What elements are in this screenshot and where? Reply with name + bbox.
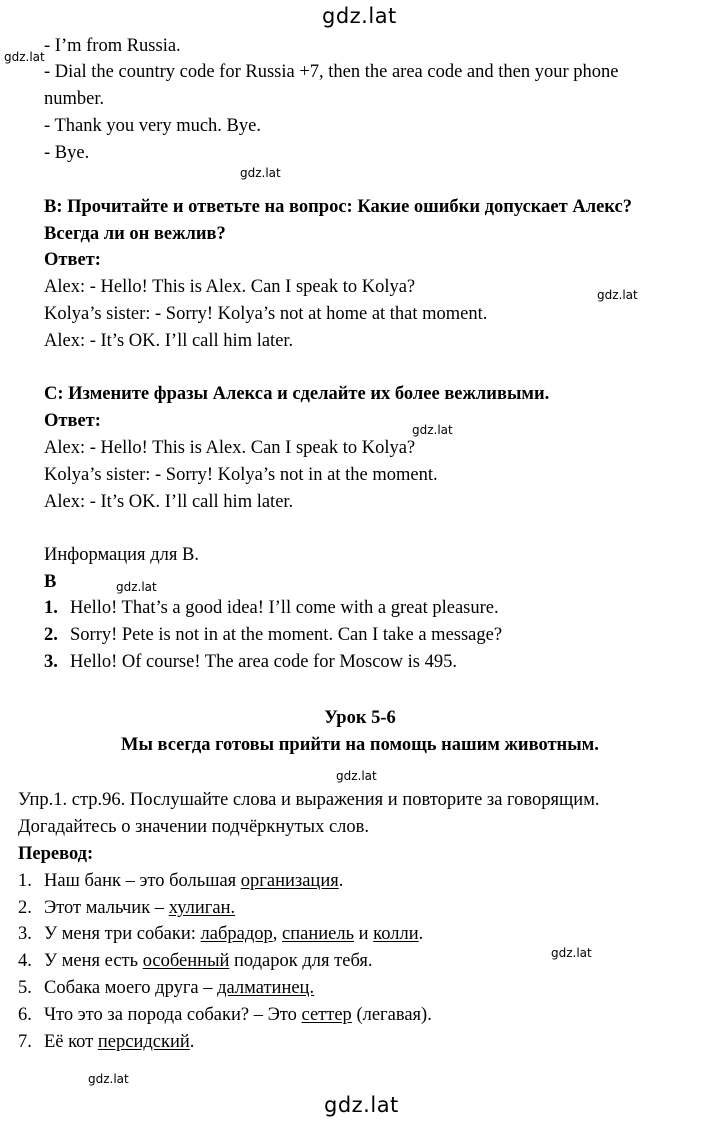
info-item: 2. Sorry! Pete is not in at the moment. Can I take a message? <box>44 625 503 645</box>
watermark: gdz.lat <box>88 1072 129 1086</box>
translation-item: 5. Собака моего друга – далматинец. <box>18 978 315 998</box>
dialogue-line: Alex: - Hello! This is Alex. Can I speak to Kolya? <box>44 438 416 458</box>
watermark: gdz.lat <box>551 946 592 960</box>
watermark: gdz.lat <box>597 288 638 302</box>
dialogue-line: - I’m from Russia. <box>44 36 181 56</box>
task-b-heading-cont: Всегда ли он вежлив? <box>44 224 226 244</box>
dialogue-line: Alex: - It’s OK. I’ll call him later. <box>44 492 294 512</box>
translation-item: 2. Этот мальчик – хулиган. <box>18 898 236 918</box>
dialogue-line: Kolya’s sister: - Sorry! Kolya’s not in at the moment. <box>44 465 438 485</box>
translation-item: 4. У меня есть особенный подарок для тебя. <box>18 951 373 971</box>
answer-label: Ответ: <box>44 411 101 431</box>
answer-label: Ответ: <box>44 250 101 270</box>
watermark: gdz.lat <box>412 423 453 437</box>
dialogue-line: Alex: - It’s OK. I’ll call him later. <box>44 331 294 351</box>
task-b-heading: B: Прочитайте и ответьте на вопрос: Какие ошибки допускает Алекс? <box>44 197 632 217</box>
watermark-left: gdz.lat <box>4 50 45 64</box>
translation-item: 6. Что это за порода собаки? – Это сеттер (легавая). <box>18 1005 432 1025</box>
watermark: gdz.lat <box>116 580 157 594</box>
info-item: 1. Hello! That’s a good idea! I’ll come with a great pleasure. <box>44 598 499 618</box>
dialogue-line: number. <box>44 89 105 109</box>
exercise-instruction-cont: Догадайтесь о значении подчёркнутых слов. <box>18 817 369 837</box>
dialogue-line: - Bye. <box>44 143 90 163</box>
translation-label: Перевод: <box>18 844 94 864</box>
dialogue-line: - Dial the country code for Russia +7, then the area code and then your phone <box>44 62 619 82</box>
translation-item: 1. Наш банк – это большая организация. <box>18 871 344 891</box>
info-letter: B <box>44 572 57 592</box>
dialogue-line: Alex: - Hello! This is Alex. Can I speak to Kolya? <box>44 277 416 297</box>
translation-item: 3. У меня три собаки: лабрадор, спаниель и колли. <box>18 924 424 944</box>
info-title: Информация для В. <box>44 545 199 565</box>
info-item: 3. Hello! Of course! The area code for Moscow is 495. <box>44 652 458 672</box>
lesson-title: Урок 5-6 <box>324 708 396 728</box>
watermark: gdz.lat <box>240 166 281 180</box>
task-c-heading: C: Измените фразы Алекса и сделайте их более вежливыми. <box>44 384 550 404</box>
exercise-instruction: Упр.1. стр.96. Послушайте слова и выражения и повторите за говорящим. <box>18 790 600 810</box>
dialogue-line: Kolya’s sister: - Sorry! Kolya’s not at home at that moment. <box>44 304 488 324</box>
watermark-top: gdz.lat <box>322 4 397 28</box>
watermark: gdz.lat <box>336 769 377 783</box>
translation-item: 7. Её кот персидский. <box>18 1032 195 1052</box>
watermark-bottom: gdz.lat <box>324 1093 399 1117</box>
dialogue-line: - Thank you very much. Bye. <box>44 116 261 136</box>
lesson-subtitle: Мы всегда готовы прийти на помощь нашим животным. <box>121 735 599 755</box>
